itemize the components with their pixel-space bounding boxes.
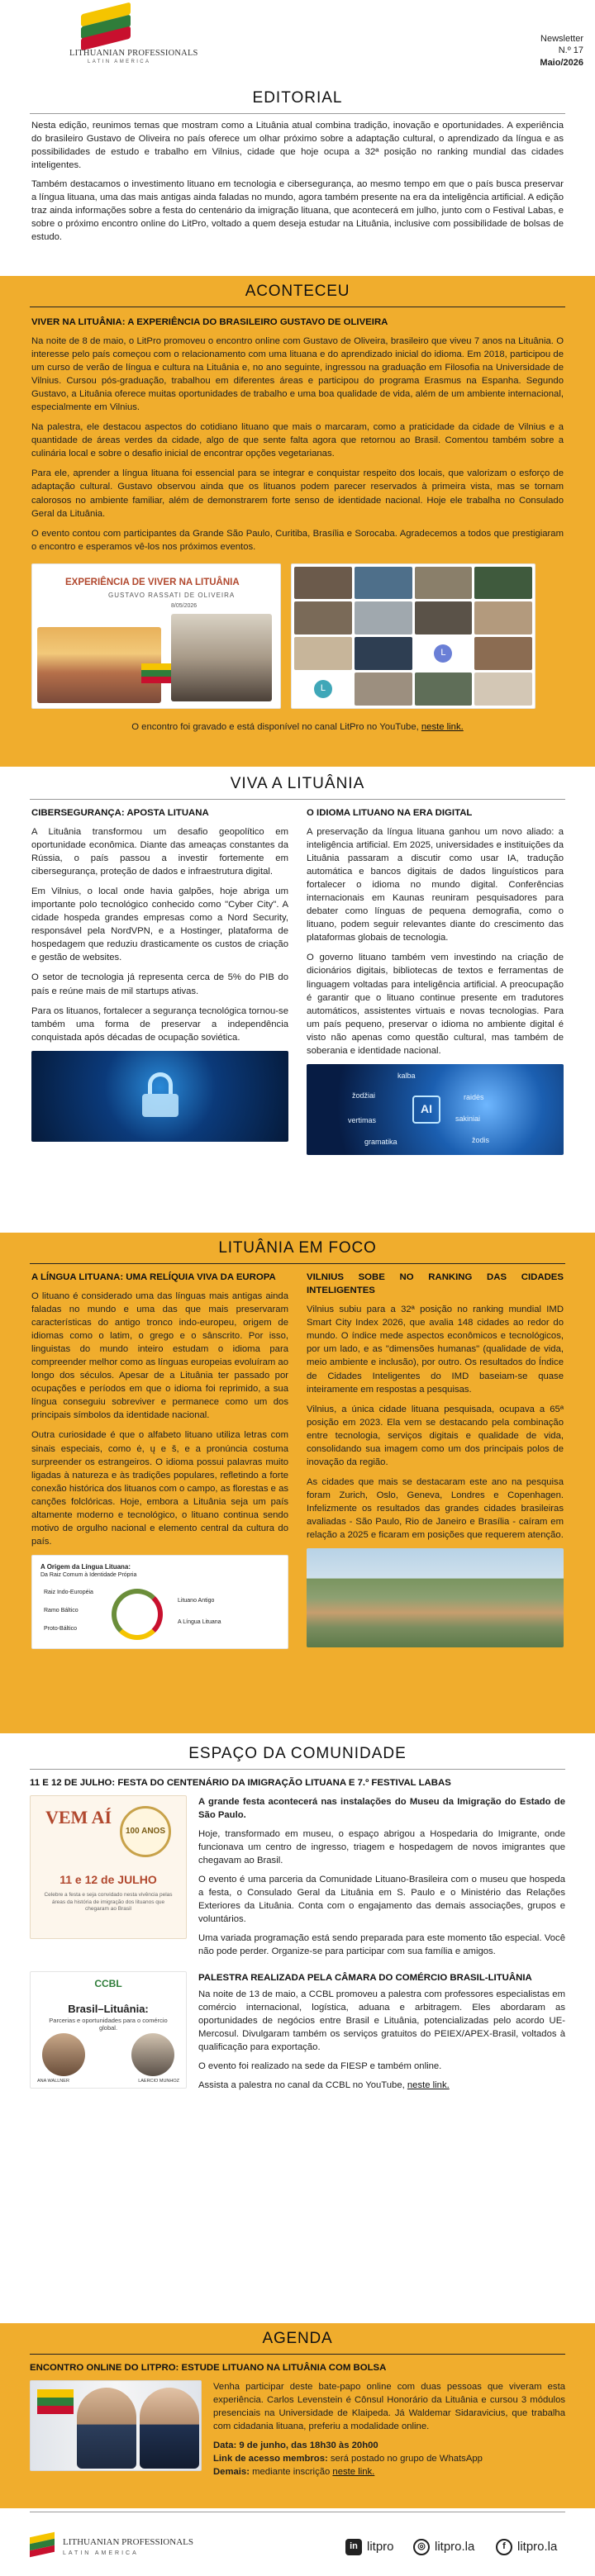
foco-title: LITUÂNIA EM FOCO [218, 1239, 377, 1257]
aconteceu-caption: O encontro foi gravado e está disponível no canal LitPro no YouTube, neste link. [131, 721, 464, 732]
lithuanian-language-paragraph: Outra curiosidade é que o alfabeto lituano utiliza letras com sinais especiais, como ė, ų e š, e a pronúncia costuma surpreender os estrangeiros. O idioma possui palavras muito ligadas à natureza e às tradições populares, refletindo a forte conexão histórica dos lituanos com o campo, as florestas e as canções folclóricas. Hoje, embora a Lituânia seja um país altamente moderno e tecnológico, o lituano continua sendo motivo de orgulho nacional e elemento central da cultura do país. [31, 1430, 288, 1547]
facebook-link[interactable]: f litpro.la [496, 2538, 557, 2555]
agenda-subtitle: ENCONTRO ONLINE DO LITPRO: ESTUDE LITUANO NA LITUÂNIA COM BOLSA [30, 2362, 387, 2373]
poster-date: 11 e 12 de JULHO [60, 1873, 157, 1887]
zoom-participants-image [291, 563, 536, 709]
lock-icon [142, 1072, 178, 1115]
participant-initial-avatar: L [434, 644, 452, 663]
smart-city-paragraph: Vilnius subiu para a 32ª posição no ranking mundial IMD Smart City Index 2026, que avalia 148 cidades ao redor do mundo. O índice mede aspectos econômicos e tecnológicos, por um lado, e as "dimensões humanas" (qualidade de vida, meio ambiente e inclusão), por outro. Os resultados do Índice de Cidades Inteligentes do IMD baseiam-se quase inteiramente em respostas a pesquisas. [307, 1305, 564, 1395]
editorial-paragraph: Também destacamos o investimento lituano em tecnologia e cibersegurança, ao mesmo tempo em que o país busca preservar a língua lituana, uma das mais antigas ainda faladas no mundo, agora também presente na era da inteligência artificial. A edição traz ainda informações sobre a festa do centenário da imigração lituana, que acontecerá em julho, junto com o Festival Labas, e sobre o próximo encontro online do LitPro, voltado a quem deseja estudar na Lituânia, inclusive com possibilidade de bolsas de estudo. [31, 179, 564, 243]
speaker-photo [77, 2388, 136, 2469]
editorial-paragraph: Nesta edição, reunimos temas que mostram como a Lituânia atual combina tradição, inovação e oportunidades. A experiência do brasileiro Gustavo de Oliveira no país oferece um olhar próximo sobre a adaptação cultural, o aprendizado da língua e as possibilidades de estudo e trabalho em Vilnius, cidade que hoje ocupa a 32ª posição no ranking mundial das cidades inteligentes. [31, 120, 564, 171]
ccbl-paragraph: O evento foi realizado na sede da FIESP e também online. [198, 2060, 442, 2071]
cybersecurity-paragraph: Para os lituanos, fortalecer a segurança tecnológica tornou-se também uma forma de preservar a independência conquistada após décadas de ocupação soviética. [31, 1005, 288, 1043]
issue-info [540, 33, 583, 69]
logo-subtext: LATIN AMERICA [88, 59, 151, 64]
footer-logo: LITHUANIAN PROFESSIONALS LATIN AMERICA [30, 2531, 187, 2568]
festa-poster [30, 1795, 187, 1939]
vilnius-aerial-photo [307, 1548, 564, 1647]
issue-date: Maio/2026 [540, 57, 583, 68]
festa-lead: A grande festa acontecerá nas instalações do Museu da Imigração do Estado de São Paulo. [198, 1797, 565, 1821]
aconteceu-paragraph: Na noite de 8 de maio, o LitPro promoveu o encontro online com Gustavo de Oliveira, brasileiro que viveu 7 anos na Lituânia. O interesse pelo país começou com o relacionamento com uma lituana e do aprendizado inicial do idioma. Em 2018, participou de um curso de verão de língua e cultura na Lituânia e, no ano seguinte, ingressou na graduação em Filosofia na Universidade de Vilnius. Cursou pós-graduação, trabalhou em diferentes áreas e participou do programa Erasmus na Espanha. Segundo Gustavo, a Lituânia oferece muitas oportunidades de trabalho e uma boa qualidade de vida, além de um ambiente internacional, especialmente em Vilnius. [31, 336, 564, 413]
smart-city-paragraph: As cidades que mais se destacaram este ano na pesquisa foram Zurich, Oslo, Geneva, Londres e Copenhagen. Infelizmente os resultados das grandes cidades brasileiras avaliadas - São Paulo, Rio de Janeiro e Brasília - caíram em relação a 2025 e ficaram em posições que requerem atenção. [307, 1476, 564, 1540]
linkedin-link[interactable]: in litpro [345, 2538, 394, 2555]
instagram-link[interactable]: ◎ litpro.la [413, 2538, 474, 2555]
ai-chip-icon: AI [412, 1096, 440, 1124]
editorial-section [0, 71, 595, 276]
editorial-title: EDITORIAL [252, 89, 343, 107]
aconteceu-paragraph: Para ele, aprender a língua lituana foi essencial para se integrar e conquistar respeito dos locais, que valorizam o esforço de adaptação cultural. Gustavo observou ainda que os lituanos podem parecer reservados à primeira vista, mas se tornam calorosos no ambiente familiar, além de demonstrarem forte senso de identidade nacional. Hoje ele trabalha no Consulado Geral da Lituânia. [31, 468, 564, 519]
aconteceu-section [0, 276, 595, 767]
event-card-date: 8/05/2026 [171, 602, 198, 609]
speaker-photo [131, 2033, 174, 2076]
issue-number: N.º 17 [558, 45, 583, 56]
agenda-link-members: Link de acesso membros: será postado no grupo de WhatsApp [213, 2454, 483, 2464]
festa-paragraph: Uma variada programação está sendo preparada para este momento tão especial. Você não pode perder. Organize-se para participar com sua família e amigos. [198, 1933, 565, 1957]
lithuanian-language-paragraph: O lituano é considerado uma das línguas mais antigas ainda faladas no mundo e uma das que mais preservaram características do antigo tronco indo-europeu, origem de idiomas como o latim, o grego e o sânscrito. Por isso, linguistas do mundo inteiro estudam o idioma para compreender melhor como as línguas europeias evoluíram ao longo dos séculos. Apesar de a Lituânia ter passado por ocupações e períodos em que o idioma foi reprimido, a sua língua conseguiu sobreviver e permanece como um dos principais símbolos da identidade nacional. [31, 1291, 288, 1421]
footer [0, 2512, 595, 2576]
ccbl-subtitle: PALESTRA REALIZADA PELA CÂMARA DO COMÉRCIO BRASIL-LITUÂNIA [198, 1972, 532, 1983]
participant-initial-avatar: L [314, 680, 332, 698]
poster-text: Celebre a festa e seja convidado nesta vivência pelas áreas da história de imigração dos lituanos que chegaram ao Brasil [44, 1892, 173, 1913]
lithuania-flag-icon [37, 2389, 74, 2414]
aconteceu-subtitle: VIVER NA LITUÂNIA: A EXPERIÊNCIA DO BRASILEIRO GUSTAVO DE OLIVEIRA [31, 316, 388, 327]
aconteceu-paragraph: O evento contou com participantes da Grande São Paulo, Curitiba, Brasília e Sorocaba. Agradecemos a todos que prestigiaram o encontro e esperamos vê-los nos próximos eventos. [31, 528, 564, 552]
agenda-title: AGENDA [262, 2330, 333, 2347]
newsletter-label: Newsletter [540, 34, 583, 44]
cybersecurity-paragraph: O setor de tecnologia já representa cerca de 5% do PIB do país e reúne mais de mil startups ativas. [31, 972, 288, 996]
speaker-photo [171, 614, 272, 701]
festa-paragraph: Hoje, transformado em museu, o espaço abrigou a Hospedaria do Imigrante, onde funcionava um centro de ingresso, triagem e hospedagem de novos imigrantes que chegavam ao Brasil. [198, 1829, 565, 1866]
lithuania-flag-icon [141, 663, 171, 683]
language-origin-diagram: A Origem da Língua Lituana: Da Raiz Comum à Identidade Própria Raiz Indo-Européia Ramo Báltico Proto-Báltico Lituano Antigo A Língua Lituana [31, 1555, 288, 1649]
event-card-title: EXPERIÊNCIA DE VIVER NA LITUÂNIA [65, 577, 240, 587]
youtube-link[interactable]: neste link. [421, 721, 464, 732]
event-card-image [31, 563, 281, 709]
event-card-speaker: GUSTAVO RASSATI DE OLIVEIRA [108, 591, 236, 599]
agenda-date: Data: 9 de junho, das 18h30 às 20h00 [213, 2441, 378, 2451]
smart-city-paragraph: Vilnius, a única cidade lituana pesquisada, ocupava a 65ª posição em 2023. Ela vem se destacando pela combinação entre tecnologia, serviços digitais e qualidade de vida, consolidando sua imagem como um dos principais polos de inovação da região. [307, 1404, 564, 1467]
festa-subtitle: 11 E 12 DE JULHO: FESTA DO CENTENÁRIO DA IMIGRAÇÃO LITUANA E 7.º FESTIVAL LABAS [30, 1777, 451, 1788]
ai-language-paragraph: A preservação da língua lituana ganhou um novo aliado: a inteligência artificial. Em 2025, universidades e instituições da Lituânia passaram a discutir como usar IA, tradução automática e bancos digitais de dados linguísticos para fortalecer o idioma no mundo digital. Conferências internacionais em Kaunas reuniram pesquisadores para debater como línguas de pequena demografia, como o lituano, podem seguir relevantes diante do crescimento das plataformas globais de tecnologia. [307, 827, 564, 943]
facebook-icon: f [496, 2539, 512, 2555]
ccbl-paragraph: Na noite de 13 de maio, a CCBL promoveu a palestra com professores especialistas em comércio internacional, logística, aduana e arbitragem. Eles abordaram as oportunidades de negócios entre Brasil e Lituânia, potencializadas pelo acordo UE-Mercosul. Divulgaram também os serviços gratuitos do PEIEX/APEX-Brasil, voltados à qualificação para exportação. [198, 1989, 565, 2052]
centenary-badge: 100 ANOS [120, 1806, 171, 1857]
cybersecurity-paragraph: Em Vilnius, o local onde havia galpões, hoje abriga um importante polo tecnológico conhecido como "Cyber City". A cidade hospeda grandes empresas como a Nord Security, responsável pela NordVPN, e a Hostinger, plataforma de hospedagem que reduziu drasticamente os custos de criação e gestão de websites. [31, 886, 288, 963]
ccbl-paragraph: Assista a palestra no canal da CCBL no YouTube, neste link. [198, 2079, 450, 2090]
smart-city-subtitle: VILNIUS SOBE NO RANKING DAS CIDADES INTELIGENTES [307, 1271, 564, 1296]
aconteceu-paragraph: Na palestra, ele destacou aspectos do cotidiano lituano que mais o marcaram, como a praticidade da cidade de Vilnius e a quantidade de áreas verdes da cidade, algo de que sente falta agora que retornou ao Brasil. Comentou também sobre a culinária local e sobre o desafio inicial de encontrar opções vegetarianas. [31, 422, 564, 459]
ccbl-card-title: Brasil–Lituânia: [68, 2002, 149, 2015]
lithuania-flag-icon [30, 2535, 55, 2555]
cybersecurity-image [31, 1051, 288, 1142]
speaker-photo [140, 2388, 199, 2469]
aconteceu-title: ACONTECEU [245, 283, 350, 300]
viva-section [0, 767, 595, 1233]
ccbl-card: CCBL Brasil–Lituânia: Parcerias e oportunidades para o comércio global. ANA WALLNER LAERCIO MUNHOZ [30, 1971, 187, 2089]
ai-words-image: kalba žodžiai raidės vertimas sakiniai gramatika žodis AI [307, 1064, 564, 1155]
header [0, 0, 595, 71]
ccbl-card-sub: Parcerias e oportunidades para o comércio global. [49, 2016, 168, 2032]
lithuania-flag-icon [81, 8, 131, 45]
linkedin-icon: in [345, 2539, 362, 2555]
viva-title: VIVA A LITUÂNIA [230, 775, 365, 792]
agenda-others: Demais: mediante inscrição neste link. [213, 2467, 375, 2478]
logo-text: LITHUANIAN PROFESSIONALS [69, 49, 198, 58]
agenda-section [0, 2323, 595, 2508]
speaker-photo [42, 2033, 85, 2076]
registration-link[interactable]: neste link. [332, 2467, 375, 2478]
ccbl-youtube-link[interactable]: neste link. [407, 2079, 450, 2090]
comunidade-section [0, 1733, 595, 2090]
cybersecurity-paragraph: A Lituânia transformou um desafio geopolítico em oportunidade econômica. Diante das ameaças constantes da Rússia, o país passou a investir fortemente em cibersegurança, proteção de dados e infraestrutura digital. [31, 827, 288, 877]
agenda-paragraph: Venha participar deste bate-papo online com duas pessoas que viveram esta experiência. Carlos Levenstein é Cônsul Honorário da Lituânia e cursou 3 módulos presenciais na Universidade de Klaipeda. Já Waldemar Sidaravicius, que trabalha com cidadania lituana, preferiu a modalidade online. [213, 2382, 565, 2432]
festa-paragraph: O evento é uma parceria da Comunidade Lituano-Brasileira com o museu que hospeda a festa, o Consulado Geral da Lituânia em S. Paulo e o Ministério das Relações Exteriores da Lituânia. Conta com o engajamento das demais associações, grupos e voluntários. [198, 1875, 565, 1925]
comunidade-title: ESPAÇO DA COMUNIDADE [188, 1745, 407, 1762]
ai-language-paragraph: O governo lituano também vem investindo na criação de dicionários digitais, bibliotecas de textos e ferramentas de linguagem voltadas para inteligência artificial. A preocupação é garantir que o lituano continue presente em tradutores automáticos, assistentes virtuais e novas tecnologias. Para um país pequeno, preservar o idioma no ambiente digital é visto não apenas como questão cultural, mas também de soberania e identidade nacional. [307, 953, 564, 1056]
foco-section [0, 1233, 595, 1733]
instagram-icon: ◎ [413, 2539, 430, 2555]
ai-language-subtitle: O IDIOMA LITUANO NA ERA DIGITAL [307, 807, 473, 818]
cybersecurity-subtitle: CIBERSEGURANÇA: APOSTA LITUANA [31, 807, 209, 818]
lithuanian-language-subtitle: A LÍNGUA LITUANA: UMA RELÍQUIA VIVA DA EUROPA [31, 1271, 276, 1282]
poster-title: VEM AÍ [45, 1807, 112, 1828]
agenda-speakers-image [30, 2380, 202, 2471]
ccbl-logo: CCBL [94, 1977, 122, 1989]
